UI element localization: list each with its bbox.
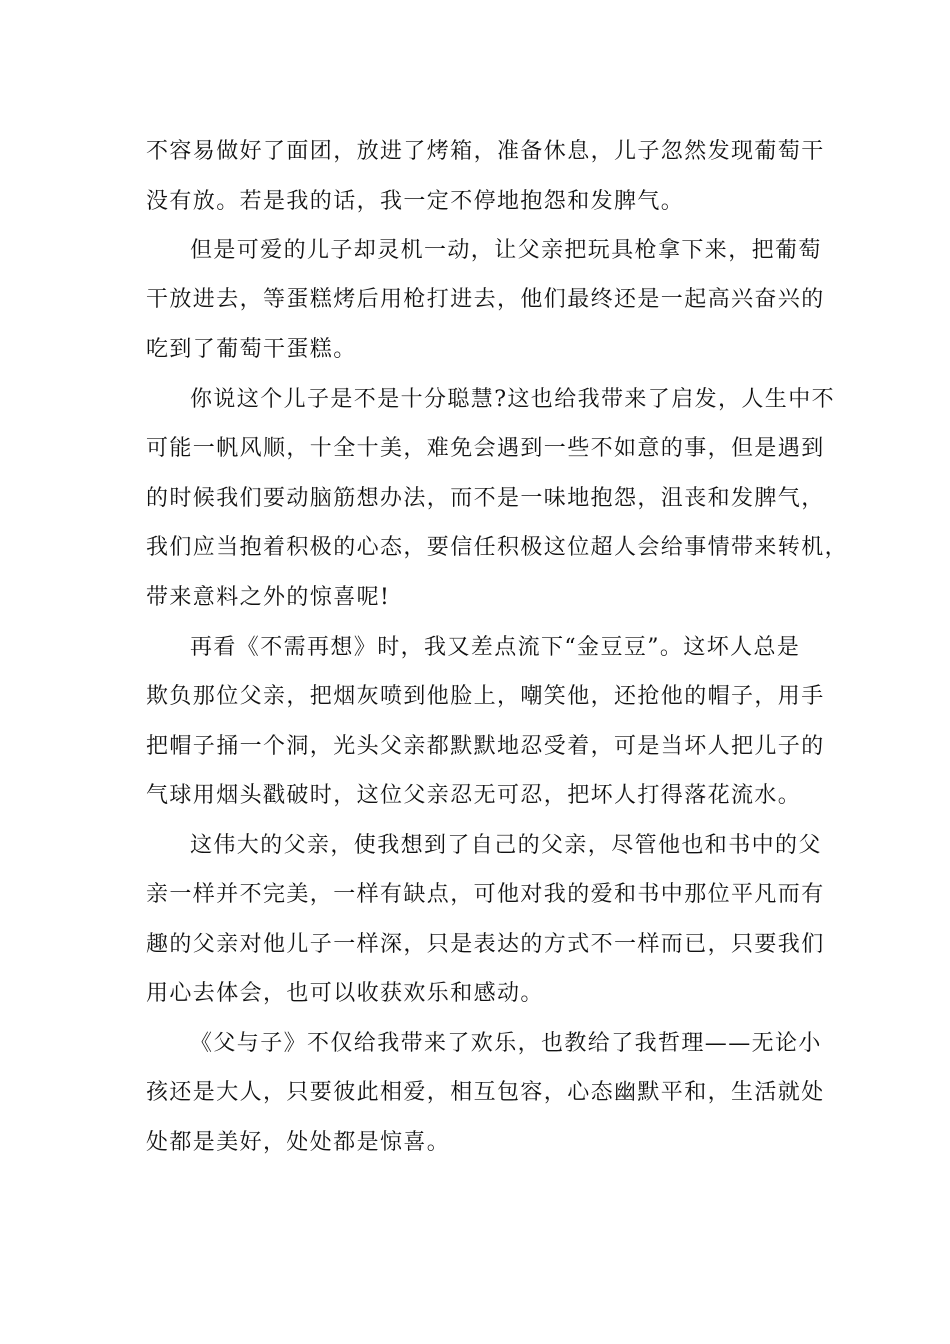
text-line: 不容易做好了面团，放进了烤箱，准备休息，儿子忽然发现葡萄干 <box>146 139 825 164</box>
text-line: 处都是美好，处处都是惊喜。 <box>146 1130 451 1155</box>
text-line: 我们应当抱着积极的心态，要信任积极这位超人会给事情带来转机， <box>146 535 849 560</box>
text-line: 但是可爱的儿子却灵机一动，让父亲把玩具枪拿下来，把葡萄 <box>190 238 822 263</box>
text-line: 孩还是大人，只要彼此相爱，相互包容，心态幽默平和，生活就处 <box>146 1080 825 1105</box>
text-line: 干放进去，等蛋糕烤后用枪打进去，他们最终还是一起高兴奋兴的 <box>146 287 825 312</box>
text-line: 吃到了葡萄干蛋糕。 <box>146 337 357 362</box>
text-line: 《父与子》不仅给我带来了欢乐，也教给了我哲理——无论小 <box>190 1031 822 1056</box>
text-line: 把帽子捅一个洞，光头父亲都默默地忍受着，可是当坏人把儿子的 <box>146 734 825 759</box>
text-line: 欺负那位父亲，把烟灰喷到他脸上，嘲笑他，还抢他的帽子，用手 <box>146 684 825 709</box>
text-line: 这伟大的父亲，使我想到了自己的父亲，尽管他也和书中的父 <box>190 833 822 858</box>
text-line: 可能一帆风顺，十全十美，难免会遇到一些不如意的事，但是遇到 <box>146 436 825 461</box>
text-line: 你说这个儿子是不是十分聪慧?这也给我带来了启发，人生中不 <box>190 387 835 412</box>
text-line: 趣的父亲对他儿子一样深，只是表达的方式不一样而已，只要我们 <box>146 932 825 957</box>
text-line: 带来意料之外的惊喜呢! <box>146 585 391 610</box>
text-line: 亲一样并不完美，一样有缺点，可他对我的爱和书中那位平凡而有 <box>146 882 825 907</box>
text-line: 用心去体会，也可以收获欢乐和感动。 <box>146 981 544 1006</box>
text-line: 气球用烟头戳破时，这位父亲忍无可忍，把坏人打得落花流水。 <box>146 783 802 808</box>
text-line: 没有放。若是我的话，我一定不停地抱怨和发脾气。 <box>146 189 685 214</box>
text-line: 再看《不需再想》时，我又差点流下“金豆豆”。这坏人总是 <box>190 635 801 660</box>
text-line: 的时候我们要动脑筋想办法，而不是一味地抱怨，沮丧和发脾气， <box>146 486 825 511</box>
